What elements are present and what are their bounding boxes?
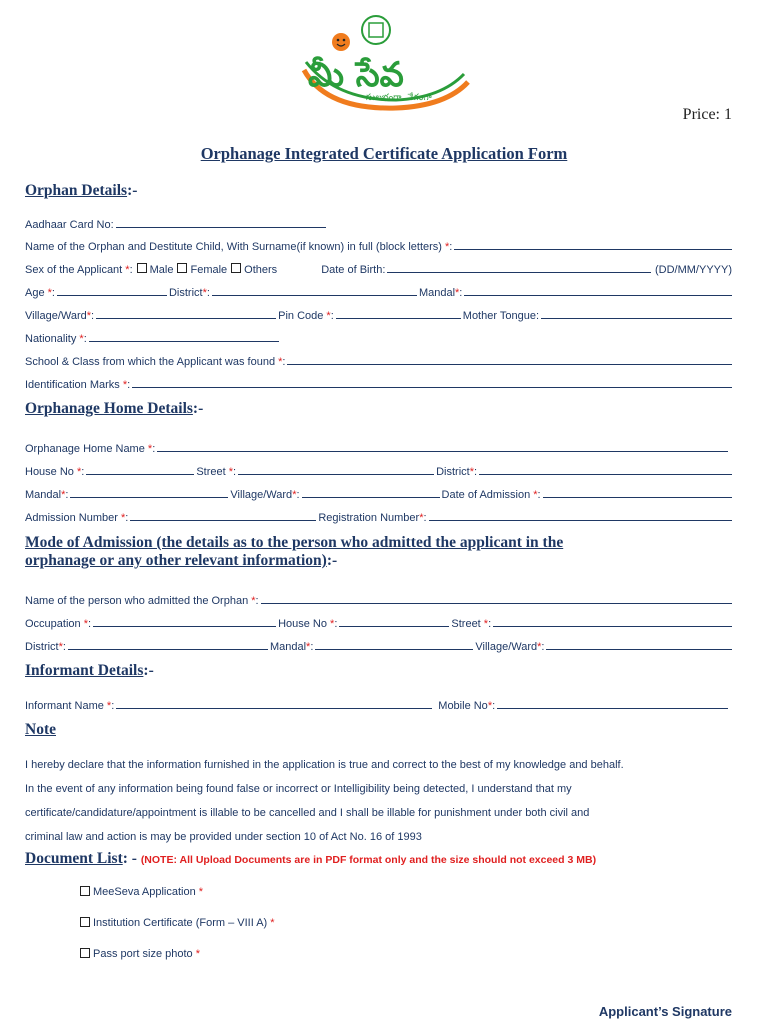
logo-tagline: సులభంగా, వేగంగా — [366, 93, 432, 103]
mother-tongue-field[interactable] — [541, 308, 732, 319]
doc-item: MeeSeva Application * — [80, 886, 203, 898]
identification-field[interactable] — [132, 377, 732, 388]
home-district-field[interactable] — [479, 464, 732, 475]
home-village-field[interactable] — [302, 487, 440, 498]
nationality-row: Nationality * : — [25, 331, 281, 345]
admitter-district-row: District * : Mandal * : Village/Ward * : — [25, 639, 732, 653]
aadhaar-row: Aadhaar Card No: — [25, 217, 328, 231]
mandal-field[interactable] — [464, 285, 732, 296]
admission-date-field[interactable] — [543, 487, 732, 498]
section-home-details: Orphanage Home Details:- — [25, 400, 204, 417]
registration-number-field[interactable] — [429, 510, 732, 521]
informant-mobile-field[interactable] — [497, 698, 728, 709]
price: Price: 1 — [682, 106, 732, 123]
meeseva-logo — [296, 12, 476, 112]
age-row: Age * : District * : Mandal * : — [25, 285, 732, 299]
applicant-signature: Applicant’s Signature — [598, 1004, 732, 1019]
village-field[interactable] — [96, 308, 276, 319]
admission-number-field[interactable] — [130, 510, 316, 521]
male-checkbox[interactable] — [137, 263, 147, 273]
occupation-field[interactable] — [93, 616, 276, 627]
home-mandal-row: Mandal * : Village/Ward * : Date of Admission * : — [25, 487, 732, 501]
admitter-mandal-field[interactable] — [315, 639, 473, 650]
school-row: School & Class from which the Applicant was found * : — [25, 354, 732, 368]
orphan-name-row: Name of the Orphan and Destitute Child, With Surname(if known) in full (block letters) * : — [25, 239, 732, 253]
admitter-village-field[interactable] — [546, 639, 732, 650]
home-mandal-field[interactable] — [70, 487, 228, 498]
upload-note: (NOTE: All Upload Documents are in PDF format only and the size should not exceed 3 MB) — [140, 854, 597, 866]
form-title: Orphanage Integrated Certificate Application Form — [200, 144, 568, 163]
district-field[interactable] — [212, 285, 417, 296]
pincode-field[interactable] — [336, 308, 461, 319]
nationality-field[interactable] — [89, 331, 279, 342]
others-checkbox[interactable] — [231, 263, 241, 273]
home-name-field[interactable] — [157, 441, 728, 452]
aadhaar-field[interactable] — [116, 217, 326, 228]
doc-item: Institution Certificate (Form – VIII A) * — [80, 917, 275, 929]
informant-name-field[interactable] — [116, 698, 432, 709]
village-row: Village/Ward * : Pin Code * : Mother Tongue: — [25, 308, 732, 322]
home-street-field[interactable] — [238, 464, 434, 475]
logo-text: మీ సేవ — [308, 55, 404, 95]
home-numbers-row: Admission Number * : Registration Number * : — [25, 510, 732, 524]
admitter-district-field[interactable] — [68, 639, 268, 650]
section-document-list: Document List: - (NOTE: All Upload Documents are in PDF format only and the size should not exceed 3 MB) — [25, 850, 597, 867]
doc-checkbox-institution[interactable] — [80, 917, 90, 927]
doc-checkbox-meeseva[interactable] — [80, 886, 90, 896]
doc-checkbox-photo[interactable] — [80, 948, 90, 958]
declaration-text: I hereby declare that the information furnished in the application is true and correct to the best of my knowledge and behalf. In the event of any information being found false or incorrect or Intelligibility being detected, I understand that my certificate/candidature/appointment is illable to be cancelled and I shall be illable for punishment under both civil and criminal law and action is may be provided under section 10 of Act No. 16 of 1993 — [25, 759, 624, 843]
admitter-occupation-row: Occupation * : House No * : Street * : — [25, 616, 732, 630]
dob-field[interactable] — [387, 262, 651, 273]
home-address-row: House No * : Street * : District * : — [25, 464, 732, 478]
admitter-house-no-field[interactable] — [339, 616, 449, 627]
admitter-name-row: Name of the person who admitted the Orphan * : — [25, 593, 732, 607]
admitter-street-field[interactable] — [493, 616, 732, 627]
orphan-name-field[interactable] — [454, 239, 732, 250]
doc-item: Pass port size photo * — [80, 948, 200, 960]
section-mode-of-admission: Mode of Admission (the details as to the person who admitted the applicant in the orphanage or any other relevant information):- — [25, 534, 564, 569]
identification-row: Identification Marks * : — [25, 377, 732, 391]
age-field[interactable] — [57, 285, 167, 296]
home-house-no-field[interactable] — [86, 464, 194, 475]
section-orphan-details: Orphan Details:- — [25, 182, 138, 199]
female-checkbox[interactable] — [177, 263, 187, 273]
home-name-row: Orphanage Home Name * : — [25, 441, 728, 455]
sex-dob-row: Sex of the Applicant * : Male Female Others Date of Birth: (DD/MM/YYYY) — [25, 264, 732, 276]
section-note: Note — [25, 721, 56, 738]
admitter-name-field[interactable] — [261, 593, 732, 604]
section-informant-details: Informant Details:- — [25, 662, 154, 679]
school-field[interactable] — [287, 354, 732, 365]
informant-row: Informant Name * : Mobile No * : — [25, 698, 728, 712]
